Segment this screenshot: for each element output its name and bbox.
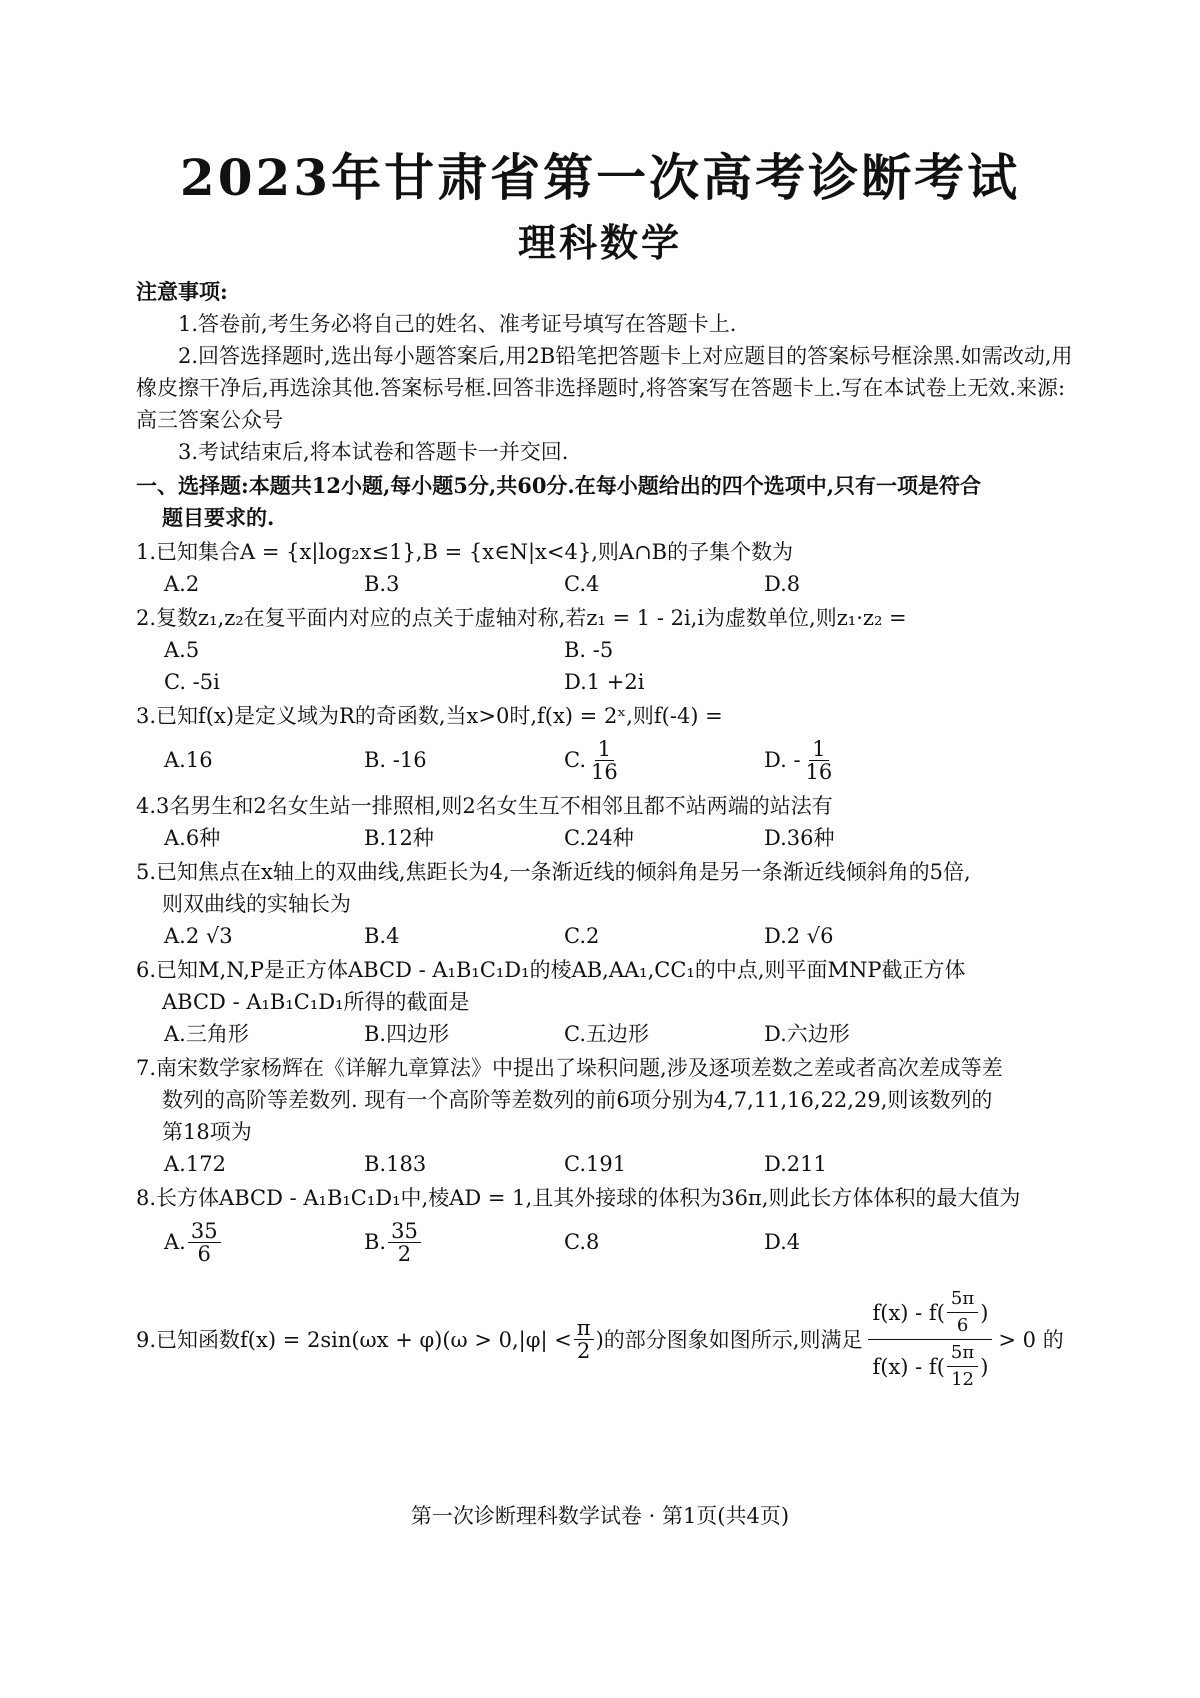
option-d: D.4 — [764, 1230, 801, 1254]
question-3-stem: 3.已知f(x)是定义域为R的奇函数,当x>0时,f(x) = 2ˣ,则f(-4) = — [136, 704, 723, 728]
option-b: B. -5 — [564, 638, 614, 662]
option-d: D.六边形 — [764, 1022, 850, 1046]
fraction-numerator: 35 — [188, 1220, 221, 1243]
denominator-close: ) — [980, 1354, 989, 1379]
question-7-stem-line2: 数列的高阶等差数列. 现有一个高阶等差数列的前6项分别为4,7,11,16,22,29,则该数列的 — [162, 1088, 993, 1112]
question-8 — [136, 1182, 1076, 1270]
option-c: C.4 — [564, 572, 600, 596]
option-d — [764, 732, 964, 788]
question-6-stem-line2: ABCD - A₁B₁C₁D₁所得的截面是 — [162, 990, 470, 1014]
question-1-stem: 1.已知集合A = {x|log₂x≤1},B = {x∈N|x<4},则A∩B的子集个数为 — [136, 540, 794, 564]
fraction-denominator: 6 — [956, 1315, 969, 1336]
question-7-stem-line3: 第18项为 — [162, 1120, 252, 1144]
option-a: A.2 √3 — [164, 924, 233, 948]
option-c: C. -5i — [164, 670, 220, 694]
option-b: B.183 — [364, 1152, 427, 1176]
question-2-options-row2 — [136, 666, 1076, 698]
fraction-numerator: 1 — [809, 738, 828, 761]
option-b: B. -16 — [364, 748, 427, 772]
fraction-numerator: 5π — [947, 1340, 978, 1367]
notice-heading: 注意事项: — [136, 279, 228, 304]
fraction-denominator: 6 — [197, 1241, 211, 1266]
denominator-inner-fraction — [947, 1340, 978, 1393]
exam-body — [136, 276, 1076, 1393]
question-9-stem-middle: )的部分图象如图所示,则满足 — [595, 1327, 863, 1352]
question-3-options — [136, 732, 1076, 788]
option-d: D.2 √6 — [764, 924, 834, 948]
option-c: C.五边形 — [564, 1022, 649, 1046]
fraction-denominator: 16 — [591, 759, 618, 784]
question-1-options — [136, 568, 1076, 600]
pi-over-2-fraction — [574, 1317, 594, 1362]
option-d: D.211 — [764, 1152, 827, 1176]
fraction-numerator: 5π — [947, 1286, 978, 1313]
question-4-options — [136, 822, 1076, 854]
option-a: A.2 — [164, 572, 200, 596]
question-2-options-row1 — [136, 634, 1076, 666]
option-d: D.1 +2i — [564, 670, 645, 694]
question-6-options — [136, 1018, 1076, 1050]
option-c: C.191 — [564, 1152, 627, 1176]
question-4 — [136, 790, 1076, 854]
option-a: A.6种 — [164, 826, 221, 850]
option-b: B.4 — [364, 924, 400, 948]
denominator-text: f(x) - f( — [872, 1354, 945, 1379]
option-d-prefix: D. - — [764, 748, 801, 772]
notice-item-1: 1.答卷前,考生务必将自己的姓名、准考证号填写在答题卡上. — [178, 312, 737, 336]
option-d: D.36种 — [764, 826, 835, 850]
option-c: C.8 — [564, 1230, 600, 1254]
question-7-stem-line1: 7.南宋数学家杨辉在《详解九章算法》中提出了垛积问题,涉及逐项差数之差或者高次差成等差 — [136, 1056, 1003, 1080]
option-b: B.四边形 — [364, 1022, 450, 1046]
question-7-options — [136, 1148, 1076, 1180]
numerator-text: f(x) - f( — [872, 1300, 945, 1325]
option-b-prefix: B. — [364, 1230, 387, 1254]
condition-denominator — [868, 1340, 992, 1393]
option-c: C.24种 — [564, 826, 634, 850]
fraction-numerator: 1 — [595, 738, 614, 761]
notice-item-3: 3.考试结束后,将本试卷和答题卡一并交回. — [178, 440, 569, 464]
question-2 — [136, 602, 1076, 698]
exam-title: 2023年甘肃省第一次高考诊断考试 — [179, 148, 1021, 207]
fraction-denominator: 16 — [805, 759, 833, 784]
question-5-options — [136, 920, 1076, 952]
option-a-fraction — [188, 1220, 221, 1265]
question-9-stem-suffix: > 0 的 — [998, 1327, 1064, 1352]
numerator-inner-fraction — [947, 1286, 978, 1339]
condition-numerator — [868, 1286, 992, 1340]
fraction-numerator: π — [574, 1317, 594, 1340]
option-a: A.三角形 — [164, 1022, 249, 1046]
option-d: D.8 — [764, 572, 801, 596]
section-heading-line2: 题目要求的. — [162, 505, 275, 530]
question-5-stem-line2: 则双曲线的实轴长为 — [162, 892, 351, 916]
question-5 — [136, 856, 1076, 952]
option-b: B.12种 — [364, 826, 434, 850]
fraction-denominator: 12 — [951, 1369, 974, 1390]
exam-subject: 理科数学 — [517, 220, 682, 265]
question-2-stem: 2.复数z₁,z₂在复平面内对应的点关于虚轴对称,若z₁ = 1 - 2i,i为虚数单位,则z₁·z₂ = — [136, 606, 907, 630]
option-c-prefix: C. — [564, 748, 586, 772]
numerator-close: ) — [980, 1300, 989, 1325]
question-7 — [136, 1052, 1076, 1180]
question-5-stem-line1: 5.已知焦点在x轴上的双曲线,焦距长为4,一条渐近线的倾斜角是另一条渐近线倾斜角的5倍, — [136, 860, 971, 884]
section-heading-line1: 一、选择题:本题共12小题,每小题5分,共60分.在每小题给出的四个选项中,只有一项是符合 — [136, 473, 982, 498]
option-c: C.2 — [564, 924, 600, 948]
fraction-denominator: 2 — [577, 1339, 591, 1363]
option-b: B.3 — [364, 572, 400, 596]
option-d-fraction — [803, 738, 836, 783]
question-8-stem: 8.长方体ABCD - A₁B₁C₁D₁中,棱AD = 1,且其外接球的体积为36π,则此长方体体积的最大值为 — [136, 1186, 1021, 1210]
question-1 — [136, 536, 1076, 600]
section-heading — [136, 470, 1076, 534]
condition-fraction — [868, 1286, 992, 1393]
option-a-prefix: A. — [164, 1230, 186, 1254]
question-6-stem-line1: 6.已知M,N,P是正方体ABCD - A₁B₁C₁D₁的棱AB,AA₁,CC₁的中点,则平面MNP截正方体 — [136, 958, 966, 982]
question-9 — [136, 1286, 1076, 1393]
notice-item-2: 2.回答选择题时,选出每小题答案后,用2B铅笔把答题卡上对应题目的答案标号框涂黑.如需改动,用橡皮擦干净后,再选涂其他.答案标号框.回答非选择题时,将答案写在答题卡上.写在本试卷上无效.来源: 高三答案公众号 — [136, 344, 1073, 432]
page-footer: 第一次诊断理科数学试卷 · 第1页(共4页) — [410, 1504, 790, 1528]
question-4-stem: 4.3名男生和2名女生站一排照相,则2名女生互不相邻且都不站两端的站法有 — [136, 794, 833, 818]
question-3 — [136, 700, 1076, 788]
option-a — [164, 1214, 364, 1270]
fraction-numerator: 35 — [388, 1220, 421, 1243]
option-a: A.16 — [164, 748, 213, 772]
option-a: A.5 — [164, 638, 200, 662]
fraction-denominator: 2 — [397, 1241, 412, 1266]
option-b — [364, 1214, 564, 1270]
question-8-options — [136, 1214, 1076, 1270]
option-c-fraction — [588, 738, 621, 783]
option-c — [564, 732, 764, 788]
question-6 — [136, 954, 1076, 1050]
option-b-fraction — [388, 1220, 421, 1265]
option-a: A.172 — [164, 1152, 226, 1176]
question-9-stem-prefix: 9.已知函数f(x) = 2sin(ωx + φ)(ω > 0,|φ| < — [136, 1327, 572, 1352]
